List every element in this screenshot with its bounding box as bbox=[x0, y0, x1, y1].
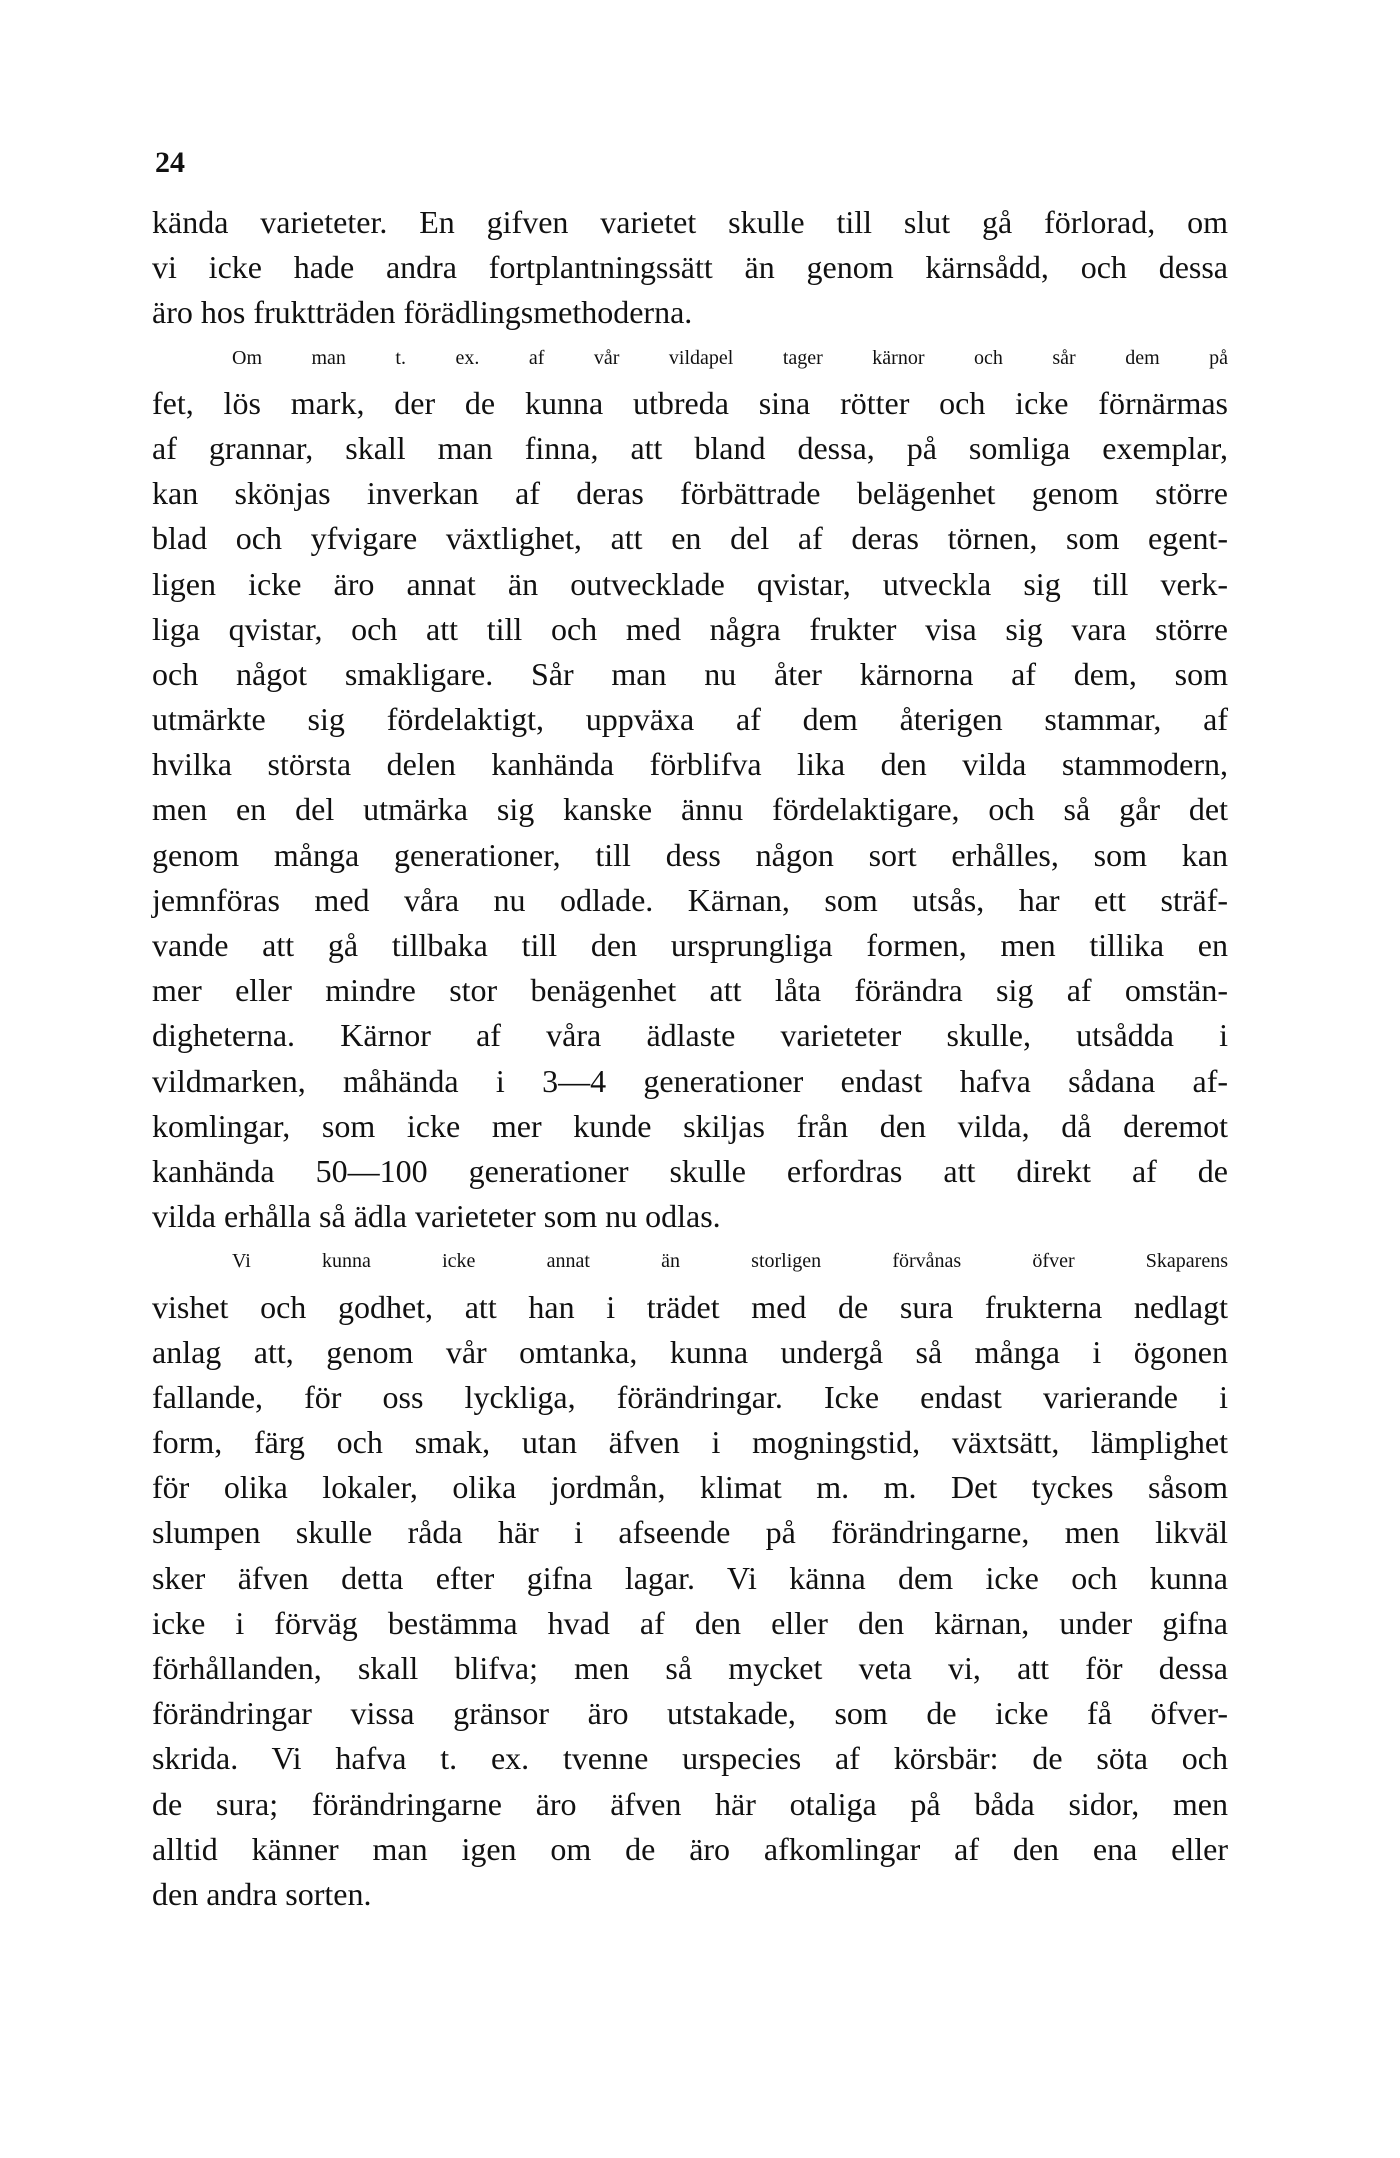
text-line: ligen icke äro annat än outvecklade qvistar, utveckla sig till verk- bbox=[152, 565, 1228, 602]
text-line: icke i förväg bestämma hvad af den eller den kärnan, under gifna bbox=[152, 1604, 1228, 1641]
text-line: förhållanden, skall blifva; men så mycket veta vi, att för dessa bbox=[152, 1650, 1228, 1686]
text-line: fet, lös mark, der de kunna utbreda sina rötter och icke förnärmas bbox=[152, 384, 1228, 421]
text-line: vilda erhålla så ädla varieteter som nu odlas. bbox=[152, 1198, 721, 1235]
text-line: de sura; förändringarne äro äfven här otaliga på båda sidor, men bbox=[152, 1785, 1228, 1822]
text-line: Vi kunna icke annat än storligen förvånas öfver Skaparens bbox=[232, 1250, 1228, 1273]
text-line: sker äfven detta efter gifna lagar. Vi känna dem icke och kunna bbox=[152, 1559, 1228, 1596]
text-line: den andra sorten. bbox=[152, 1875, 372, 1912]
text-line: komlingar, som icke mer kunde skiljas från den vilda, då deremot bbox=[152, 1107, 1228, 1144]
text-line: mer eller mindre stor benägenhet att låta förändra sig af omstän- bbox=[152, 972, 1228, 1009]
text-line: af grannar, skall man finna, att bland dessa, på somliga exemplar, bbox=[152, 429, 1228, 466]
text-line: kan skönjas inverkan af deras förbättrade belägenhet genom större bbox=[152, 475, 1228, 512]
text-line: för olika lokaler, olika jordmån, klimat m. m. Det tyckes såsom bbox=[152, 1469, 1228, 1506]
page-number: 24 bbox=[155, 146, 185, 179]
text-line: digheterna. Kärnor af våra ädlaste varieteter skulle, utsådda i bbox=[152, 1017, 1228, 1054]
text-line: och något smakligare. Sår man nu åter kärnorna af dem, som bbox=[152, 655, 1228, 692]
text-line: men en del utmärka sig kanske ännu fördelaktigare, och så går det bbox=[152, 791, 1228, 828]
text-line: fallande, för oss lyckliga, förändringar. Icke endast varierande i bbox=[152, 1378, 1228, 1415]
text-line: vi icke hade andra fortplantningssätt än genom kärnsådd, och dessa bbox=[152, 249, 1228, 286]
text-line: vande att gå tillbaka till den ursprungliga formen, men tillika en bbox=[152, 927, 1228, 963]
text-line: hvilka största delen kanhända förblifva lika den vilda stammodern, bbox=[152, 746, 1228, 783]
text-line: Om man t. ex. af vår vildapel tager kärnor och sår dem på bbox=[232, 346, 1228, 369]
text-line: blad och yfvigare växtlighet, att en del af deras törnen, som egent- bbox=[152, 520, 1228, 557]
text-line: genom många generationer, till dess någon sort erhålles, som kan bbox=[152, 836, 1228, 873]
text-line: äro hos fruktträden förädlingsmethoderna. bbox=[152, 294, 693, 331]
body-text bbox=[152, 200, 1228, 1917]
text-line: anlag att, genom vår omtanka, kunna undergå så många i ögonen bbox=[152, 1333, 1228, 1370]
text-line: vishet och godhet, att han i trädet med de sura frukterna nedlagt bbox=[152, 1288, 1228, 1325]
text-line: alltid känner man igen om de äro afkomlingar af den ena eller bbox=[152, 1830, 1228, 1867]
text-line: form, färg och smak, utan äfven i mogningstid, växtsätt, lämplighet bbox=[152, 1424, 1228, 1461]
text-line: vildmarken, måhända i 3—4 generationer endast hafva sådana af- bbox=[152, 1062, 1228, 1099]
text-line: förändringar vissa gränsor äro utstakade, som de icke få öfver- bbox=[152, 1695, 1228, 1732]
text-line: skrida. Vi hafva t. ex. tvenne urspecies af körsbär: de söta och bbox=[152, 1740, 1228, 1777]
text-line: liga qvistar, och att till och med några frukter visa sig vara större bbox=[152, 610, 1228, 647]
text-line: jemnföras med våra nu odlade. Kärnan, som utsås, har ett sträf- bbox=[152, 881, 1228, 918]
text-line: kända varieteter. En gifven varietet skulle till slut gå förlorad, om bbox=[152, 204, 1228, 240]
text-line: utmärkte sig fördelaktigt, uppväxa af dem återigen stammar, af bbox=[152, 701, 1228, 738]
text-line: slumpen skulle råda här i afseende på förändringarne, men likväl bbox=[152, 1514, 1228, 1551]
text-line: kanhända 50—100 generationer skulle erfordras att direkt af de bbox=[152, 1152, 1228, 1189]
